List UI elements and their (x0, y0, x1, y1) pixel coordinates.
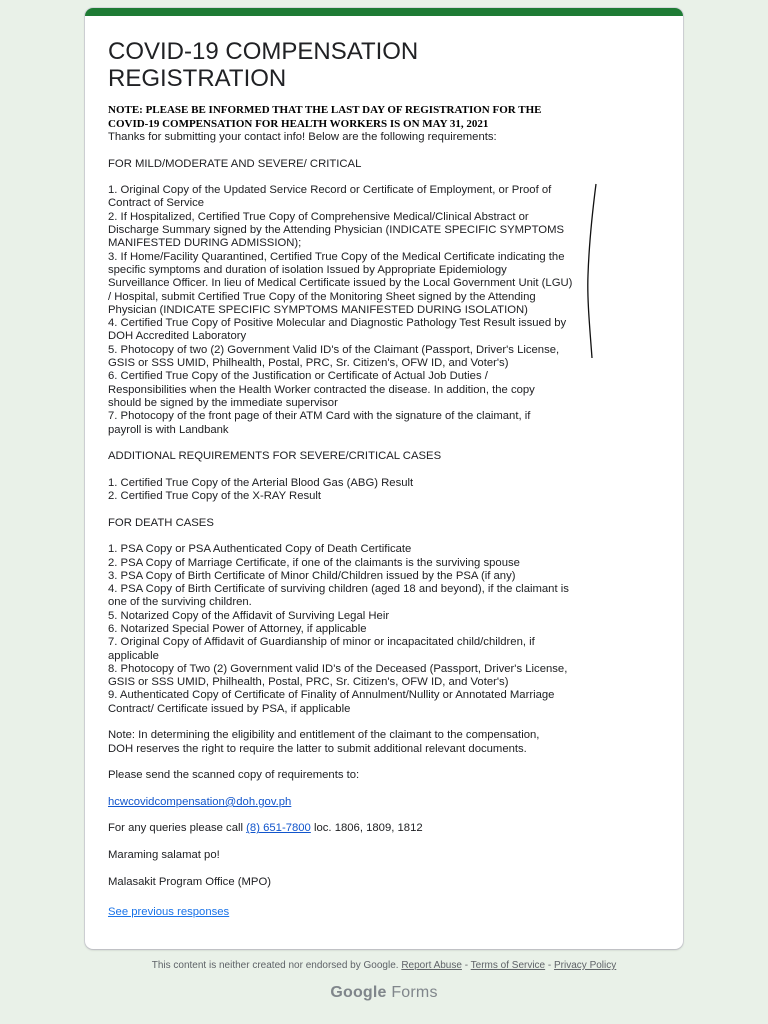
form-title (108, 38, 661, 92)
requirement-line: GSIS or SSS UMID, Philhealth, Postal, PRC, Sr. Citizen's, OFW ID, and Voter's) (108, 676, 509, 689)
requirement-line: 1. Certified True Copy of the Arterial Blood Gas (ABG) Result (108, 476, 414, 489)
death-requirements-list (108, 543, 661, 716)
footer-disclaimer (0, 960, 768, 971)
google-forms-logo[interactable] (0, 984, 768, 1002)
form-title-line2: REGISTRATION (108, 65, 287, 92)
requirement-line: should be signed by the immediate supervisor (108, 396, 338, 409)
requirement-line: GSIS or SSS UMID, Philhealth, Postal, PRC, Sr. Citizen's, OFW ID, and Voter's) (108, 357, 509, 370)
requirement-line: MANIFESTED DURING ADMISSION); (108, 237, 302, 250)
footer-separator: - (545, 960, 555, 971)
death-heading: FOR DEATH CASES (108, 516, 214, 529)
thanks-text: Maraming salamat po! (108, 849, 220, 862)
requirement-line: 1. PSA Copy or PSA Authenticated Copy of Death Certificate (108, 543, 412, 556)
eligibility-note-line2: DOH reserves the right to require the latter to submit additional relevant documents. (108, 742, 527, 755)
requirement-line: / Hospital, submit Certified True Copy of the Monitoring Sheet signed by the Attending (108, 290, 536, 303)
severe-heading: ADDITIONAL REQUIREMENTS FOR SEVERE/CRITICAL CASES (108, 450, 442, 463)
report-abuse-link[interactable]: Report Abuse (401, 960, 462, 971)
requirement-line: Physician (INDICATE SPECIFIC SYMPTOMS MANIFESTED DURING ISOLATION) (108, 303, 528, 316)
requirement-line: 4. PSA Copy of Birth Certificate of surviving children (aged 18 and beyond), if the claimant is (108, 583, 569, 596)
requirement-line: Surveillance Officer. In lieu of Medical Certificate issued by the Local Government Unit (LGU) (108, 277, 573, 290)
requirement-line: 2. PSA Copy of Marriage Certificate, if one of the claimants is the surviving spouse (108, 556, 520, 569)
see-previous-responses-link[interactable]: See previous responses (108, 905, 230, 918)
form-title-line1: COVID-19 COMPENSATION (108, 38, 419, 65)
requirement-line: 1. Original Copy of the Updated Service Record or Certificate of Employment, or Proof of (108, 184, 552, 197)
requirement-line: 9. Authenticated Copy of Certificate of Finality of Annulment/Nullity or Annotated Marriage (108, 689, 555, 702)
requirement-line: 4. Certified True Copy of Positive Molecular and Diagnostic Pathology Test Result issued by (108, 317, 567, 330)
mild-requirements-list (108, 184, 661, 437)
requirement-line: 2. Certified True Copy of the X-RAY Result (108, 490, 322, 503)
mild-heading: FOR MILD/MODERATE AND SEVERE/ CRITICAL (108, 157, 362, 170)
footer-separator: - (461, 960, 471, 971)
requirement-line: 5. Photocopy of two (2) Government Valid ID's of the Claimant (Passport, Driver's License, (108, 343, 560, 356)
requirement-line: Contract of Service (108, 197, 205, 210)
brand-google: Google (330, 984, 387, 1001)
intro-text: Thanks for submitting your contact info! Below are the following requirements: (108, 131, 497, 143)
requirement-line: DOH Accredited Laboratory (108, 330, 247, 343)
brand-forms: Forms (391, 984, 438, 1001)
deadline-note-line1: NOTE: PLEASE BE INFORMED THAT THE LAST DAY OF REGISTRATION FOR THE (108, 104, 542, 116)
requirement-line: 2. If Hospitalized, Certified True Copy of Comprehensive Medical/Clinical Abstract or (108, 210, 529, 223)
queries-suffix: loc. 1806, 1809, 1812 (310, 822, 423, 835)
form-card (85, 8, 683, 949)
email-link[interactable]: hcwcovidcompensation@doh.gov.ph (108, 795, 292, 808)
deadline-note-line2: COVID-19 COMPENSATION FOR HEALTH WORKERS IS ON MAY 31, 2021 (108, 118, 489, 130)
office-text: Malasakit Program Office (MPO) (108, 875, 272, 888)
privacy-policy-link[interactable]: Privacy Policy (554, 960, 617, 971)
requirement-line: 3. PSA Copy of Birth Certificate of Minor Child/Children issued by the PSA (if any) (108, 569, 516, 582)
requirement-line: applicable (108, 649, 159, 662)
requirement-line: 8. Photocopy of Two (2) Government valid ID's of the Deceased (Passport, Driver's License, (108, 662, 568, 675)
requirement-line: specific symptoms and duration of isolation Issued by Appropriate Epidemiology (108, 263, 507, 276)
eligibility-note-line1: Note: In determining the eligibility and entitlement of the claimant to the compensation, (108, 729, 540, 742)
requirement-line: 3. If Home/Facility Quarantined, Certified True Copy of the Medical Certificate indicating the (108, 250, 565, 263)
send-instruction: Please send the scanned copy of requirements to: (108, 769, 360, 782)
phone-link[interactable]: (8) 651-7800 (246, 822, 311, 835)
form-description (108, 131, 661, 889)
requirement-line: 6. Certified True Copy of the Justification or Certificate of Actual Job Duties / (108, 370, 488, 383)
requirement-line: 7. Photocopy of the front page of their ATM Card with the signature of the claimant, if (108, 410, 531, 423)
requirement-line: 5. Notarized Copy of the Affidavit of Surviving Legal Heir (108, 609, 390, 622)
deadline-note (108, 103, 661, 131)
requirement-line: 6. Notarized Special Power of Attorney, if applicable (108, 622, 367, 635)
requirement-line: 7. Original Copy of Affidavit of Guardianship of minor or incapacitated child/children, if (108, 636, 535, 649)
requirement-line: Contract/ Certificate issued by PSA, if applicable (108, 702, 351, 715)
requirement-line: Responsibilities when the Health Worker contracted the disease. In addition, the copy (108, 383, 535, 396)
queries-line (108, 822, 661, 835)
requirement-line: Discharge Summary signed by the Attending Physician (INDICATE SPECIFIC SYMPTOMS (108, 224, 565, 237)
form-accent-bar (85, 8, 683, 16)
requirement-line: payroll is with Landbank (108, 423, 229, 436)
footer-disclaimer-text: This content is neither created nor endorsed by Google. (151, 960, 399, 971)
requirement-line: one of the surviving children. (108, 596, 252, 609)
severe-requirements-list (108, 477, 661, 504)
terms-of-service-link[interactable]: Terms of Service (470, 960, 546, 971)
queries-prefix: For any queries please call (108, 822, 247, 835)
see-previous-container (108, 906, 661, 919)
